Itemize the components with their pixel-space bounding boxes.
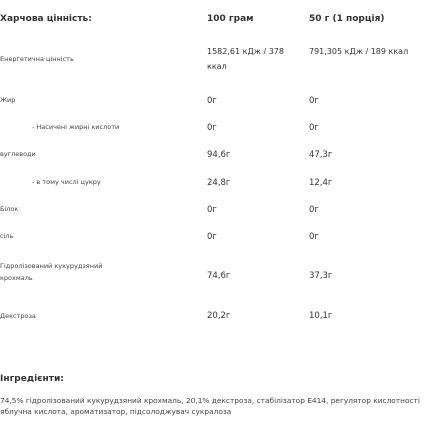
- row-label: вуглеводи: [0, 150, 36, 158]
- row-label: Жир: [0, 96, 16, 104]
- ingredients-title: Інгредієнти:: [0, 374, 64, 384]
- row-value-100: 0г: [207, 232, 217, 242]
- ingredients-text: 74,5% гідролізований кукурудзяний крохмаль, 20,1% декстроза, стабілізатор E414, регулятор кислотності яблучна кислота, ароматизатор, підсолоджувач сукралоза: [0, 396, 420, 417]
- row-value-100: 0г: [207, 96, 217, 106]
- row-value-50: 10,1г: [309, 311, 333, 321]
- row-value-100: 24,8г: [207, 178, 231, 188]
- row-value-100: 0г: [207, 123, 217, 133]
- row-value-50: 791,305 кДж / 189 ккал: [309, 47, 409, 56]
- row-label: - в тому числі цукру: [32, 178, 101, 186]
- row-value-50: 0г: [309, 205, 319, 215]
- row-value-50: 0г: [309, 232, 319, 242]
- row-label: Гідролізований кукурудзяний крохмаль: [0, 262, 103, 283]
- header-per-50g: 50 г (1 порція): [309, 14, 385, 24]
- row-value-100: 1582,61 кДж / 378 ккал: [207, 47, 284, 72]
- row-label: сіль: [0, 232, 14, 240]
- row-value-50: 37,3г: [309, 271, 333, 281]
- header-nutrition-value: Харчова цінність:: [0, 14, 92, 24]
- row-label: Декстроза: [0, 312, 36, 320]
- row-label: - Насичені жирні кислоти: [32, 123, 120, 131]
- row-value-50: 47,3г: [309, 150, 333, 160]
- row-label: Енергетична цінність: [0, 55, 74, 63]
- row-value-100: 94,6г: [207, 150, 231, 160]
- row-value-50: 0г: [309, 123, 319, 133]
- row-value-50: 0г: [309, 96, 319, 106]
- row-value-50: 12,4г: [309, 178, 333, 188]
- row-value-100: 74,6г: [207, 271, 231, 281]
- row-value-100: 20,2г: [207, 311, 231, 321]
- row-value-100: 0г: [207, 205, 217, 215]
- header-per-100g: 100 грам: [207, 14, 254, 24]
- row-label: Білок: [0, 205, 19, 213]
